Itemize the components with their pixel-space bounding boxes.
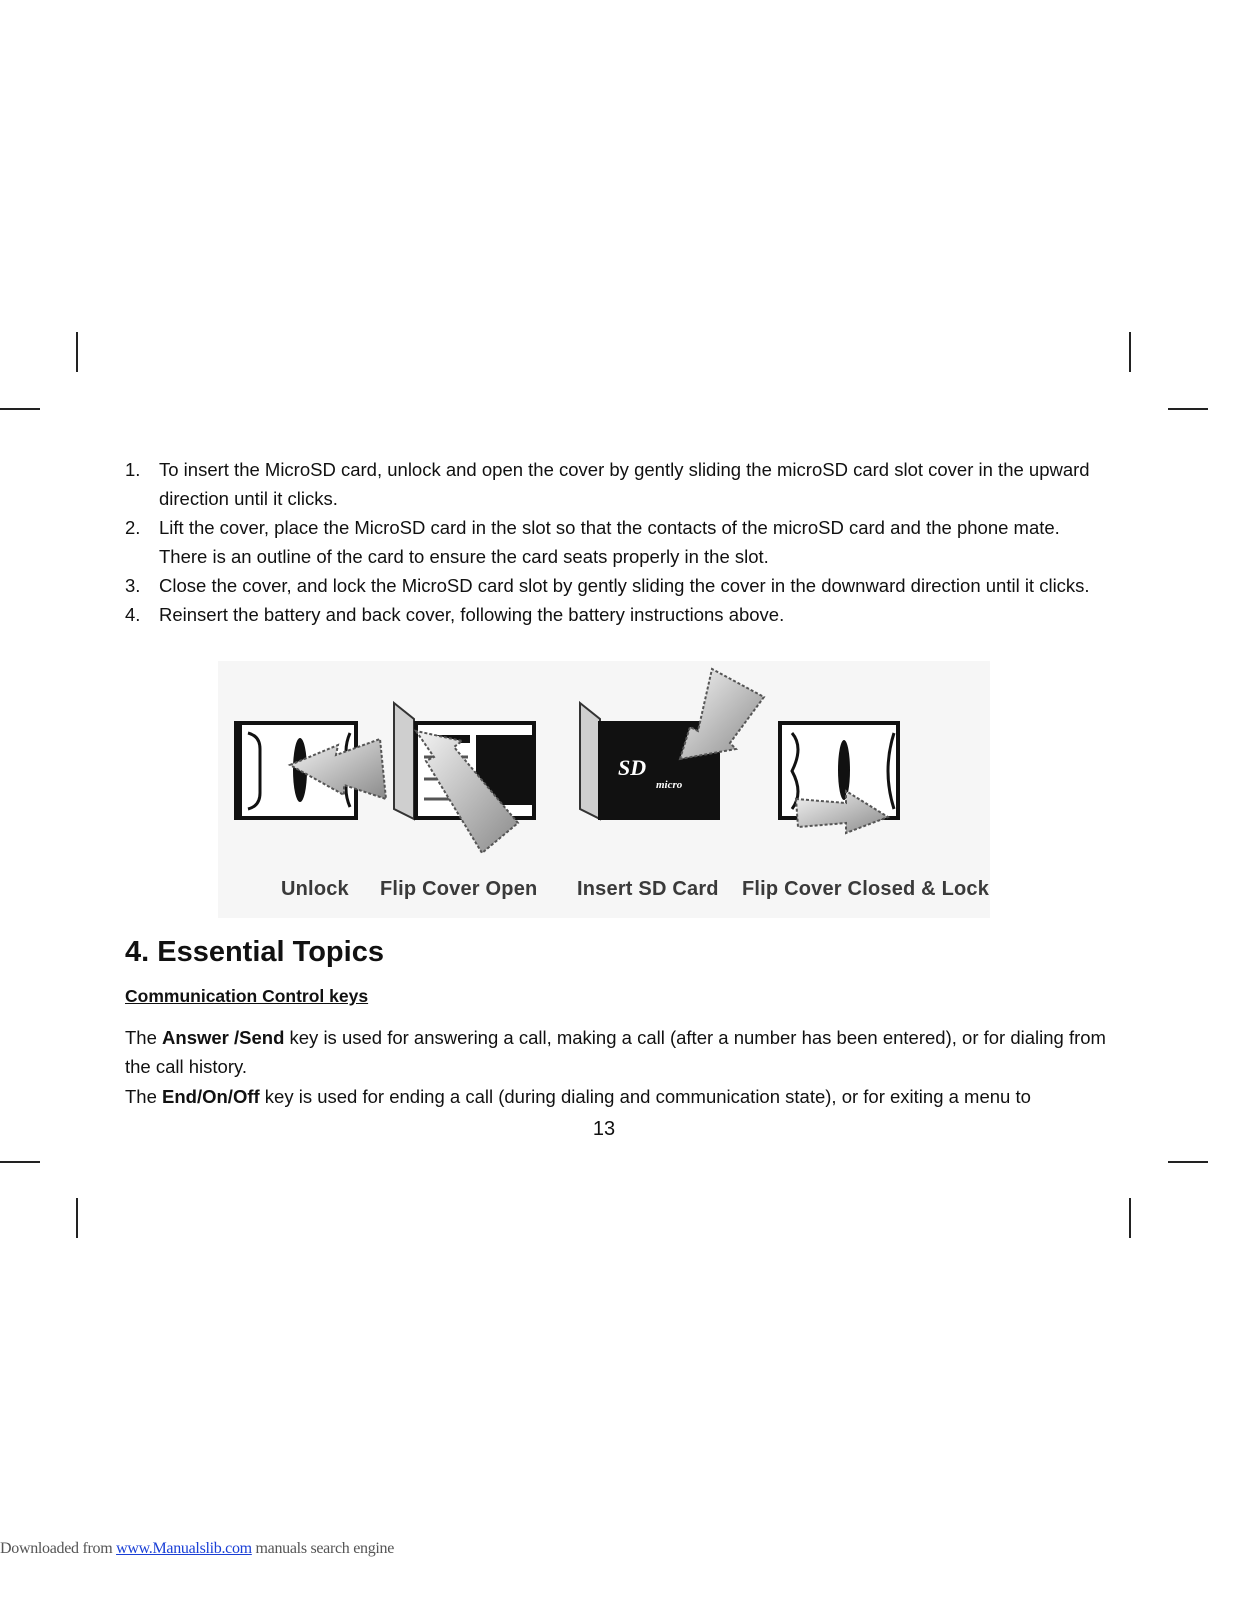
- step-number: 2.: [125, 517, 141, 538]
- step-number: 1.: [125, 459, 141, 480]
- step-text: Close the cover, and lock the MicroSD card slot by gently sliding the cover in the downward direction until it clicks.: [159, 575, 1090, 596]
- insert-sd-card-illustration: [580, 669, 764, 819]
- paragraph-text: key is used for ending a call (during dialing and communication state), or for exiting a menu to: [259, 1086, 1031, 1107]
- footer-prefix: Downloaded from: [0, 1540, 117, 1557]
- step-text: To insert the MicroSD card, unlock and open the cover by gently sliding the microSD card slot cover in the upward direction until it clicks.: [159, 459, 1090, 509]
- figure-label-flip-cover-open: Flip Cover Open: [380, 878, 538, 900]
- answer-send-paragraph: [125, 1023, 1115, 1081]
- crop-mark: [1129, 1198, 1131, 1238]
- section-title: 4. Essential Topics: [125, 936, 384, 968]
- page-number: 13: [592, 1118, 616, 1140]
- instruction-step: [125, 600, 1105, 629]
- paragraph-text: The: [125, 1086, 163, 1107]
- step-number: 3.: [125, 575, 141, 596]
- figure-label-flip-cover-closed-lock: Flip Cover Closed & Lock: [742, 878, 990, 900]
- unlock-illustration: [236, 723, 386, 818]
- paragraph-text: The: [125, 1027, 163, 1048]
- figure-label-insert-sd-card: Insert SD Card: [577, 878, 719, 900]
- footer-suffix: manuals search engine: [251, 1540, 395, 1557]
- crop-mark: [76, 332, 78, 372]
- end-on-off-paragraph: [125, 1082, 1115, 1111]
- key-name: Answer /Send: [162, 1027, 285, 1048]
- sd-card-micro-text: micro: [656, 779, 683, 791]
- instruction-list: [125, 455, 1105, 629]
- instruction-step: [125, 455, 1105, 513]
- crop-mark: [76, 1198, 78, 1238]
- crop-mark: [1129, 332, 1131, 372]
- flip-cover-closed-lock-illustration: [780, 723, 898, 833]
- section-subtitle: Communication Control keys: [125, 986, 369, 1006]
- microsd-insertion-figure: [218, 661, 990, 918]
- manualslib-link[interactable]: www.Manualslib.com: [116, 1540, 252, 1557]
- crop-mark: [0, 1161, 40, 1163]
- key-name: End/On/Off: [162, 1086, 260, 1107]
- crop-mark: [1168, 1161, 1208, 1163]
- paragraph-text: key is used for answering a call, making a call (after a number has been entered), or for dialing from the call history.: [125, 1027, 1106, 1077]
- sd-card-logo: SD: [618, 755, 647, 780]
- crop-mark: [0, 408, 40, 410]
- crop-mark: [1168, 408, 1208, 410]
- footer: [0, 1540, 394, 1558]
- step-text: Lift the cover, place the MicroSD card in the slot so that the contacts of the microSD card and the phone mate. There is an outline of the card to ensure the card seats properly in the slot.: [159, 517, 1060, 567]
- step-number: 4.: [125, 604, 141, 625]
- instruction-step: [125, 513, 1105, 571]
- figure-label-unlock: Unlock: [281, 878, 349, 900]
- instruction-step: [125, 571, 1105, 600]
- flip-cover-open-illustration: [394, 703, 534, 853]
- step-text: Reinsert the battery and back cover, following the battery instructions above.: [159, 604, 785, 625]
